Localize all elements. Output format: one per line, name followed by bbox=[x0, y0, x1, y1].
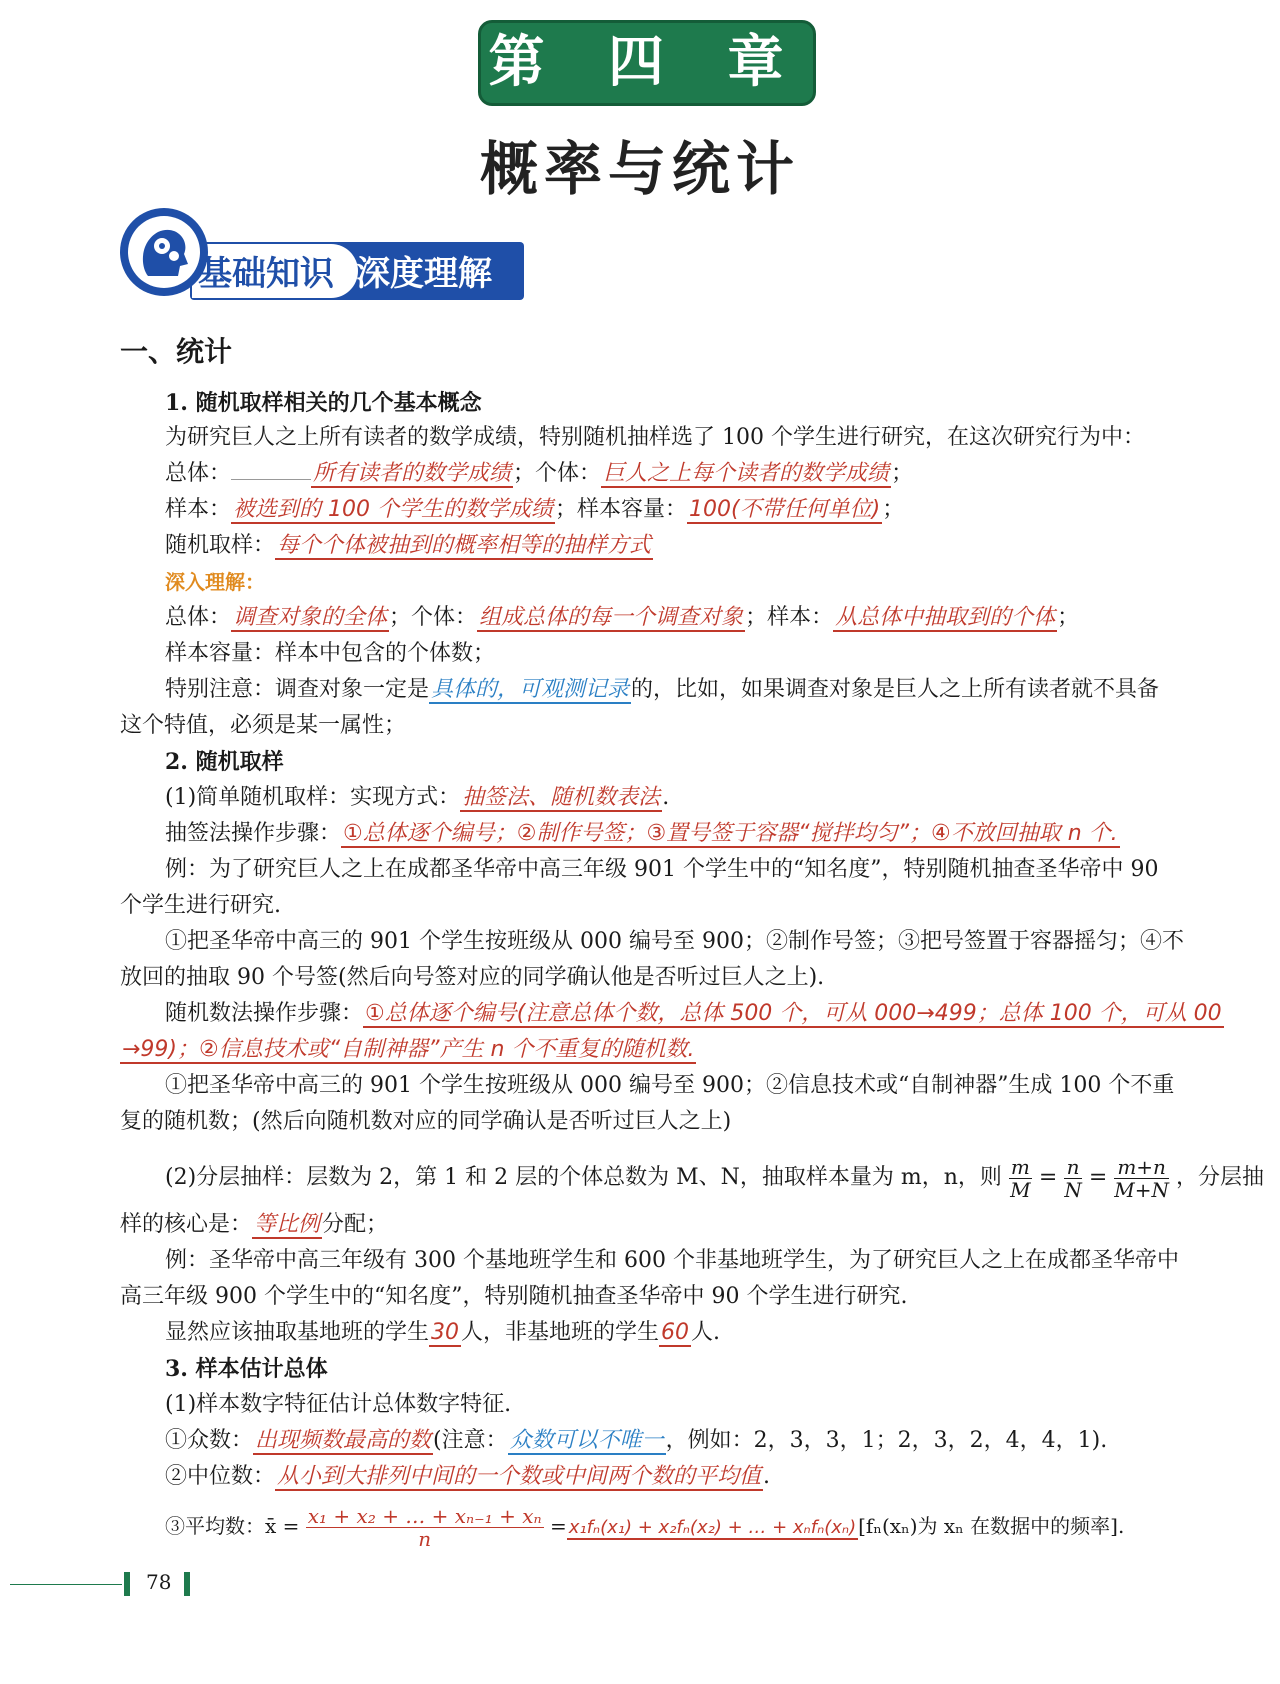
line-stratified-core: 样的核心是：等比例分配； bbox=[120, 1212, 389, 1237]
line-simple-sampling: (1)简单随机取样：实现方式：抽签法、随机数表法. bbox=[165, 785, 670, 810]
fraction-mean: $\frac{\text{x₁ + x₂ + … + xₙ₋₁ + xₙ}}{n}$ bbox=[307, 1504, 542, 1551]
heading-1: 1. 随机取样相关的几个基本概念 bbox=[165, 390, 482, 416]
fraction-m-over-M: $\frac{m}{M}$ bbox=[1010, 1154, 1031, 1202]
line-sample: 样本：被选到的 100 个学生的数学成绩；样本容量：100(不带任何单位)； bbox=[165, 497, 905, 522]
line-lottery-steps: 抽签法操作步骤：①总体逐个编号；②制作号签；③置号签于容器“搅拌均匀”；④不放回抽取 n 个. bbox=[165, 821, 1118, 846]
line-random: 随机取样：每个个体被抽到的概率相等的抽样方式 bbox=[165, 533, 652, 558]
line-note: 特别注意：调查对象一定是具体的，可观测记录的，比如，如果调查对象是巨人之上所有读者就不具备 bbox=[165, 677, 1160, 702]
line-example-5: 显然应该抽取基地班的学生30人，非基地班的学生60人. bbox=[165, 1320, 721, 1345]
line-example-4b: 高三年级 900 个学生中的“知名度”，特别随机抽查圣华帝中 90 个学生进行研究. bbox=[120, 1284, 908, 1309]
footer-mark-right bbox=[184, 1572, 190, 1596]
heading-3: 3. 样本估计总体 bbox=[165, 1356, 328, 1382]
line-mean: ③平均数：x̄ = $\frac{\text{x₁ + x₂ + … + xₙ₋₁ + xₙ}}{n}$ = x₁fₙ(x₁) + x₂fₙ(x₂) + … + xₙfₙ(xₙ) [fₙ(xₙ)为 xₙ 在数据中的频率]. bbox=[165, 1504, 1125, 1551]
line-example-3b: 复的随机数；(然后向随机数对应的同学确认是否听过巨人之上) bbox=[120, 1109, 732, 1134]
line-random-number-steps-cont: →99)；②信息技术或“自制神器”产生 n 个不重复的随机数. bbox=[122, 1037, 695, 1062]
page-number-area bbox=[0, 1570, 200, 1600]
line-note-cont: 这个特值，必须是某一属性； bbox=[120, 713, 407, 738]
line-example-3a: ①把圣华帝中高三的 901 个学生按班级从 000 编号至 900；②信息技术或“自制神器”生成 100 个不重 bbox=[165, 1073, 1175, 1098]
line-population: 总体： 所有读者的数学成绩；个体：巨人之上每个读者的数学成绩； bbox=[165, 461, 914, 486]
deep-label: 深入理解： bbox=[165, 570, 265, 594]
chapter-title: 概率与统计 bbox=[479, 135, 800, 203]
intro-line: 为研究巨人之上所有读者的数学成绩，特别随机抽样选了 100 个学生进行研究，在这次研究行为中： bbox=[165, 425, 1145, 450]
section-title: 一、统计 bbox=[120, 335, 233, 368]
line-example-2b: 放回的抽取 90 个号签(然后向号签对应的同学确认他是否听过巨人之上). bbox=[120, 965, 825, 990]
line-example-4a: 例：圣华帝中高三年级有 300 个基地班学生和 600 个非基地班学生，为了研究巨人之上在成都圣华帝中 bbox=[165, 1248, 1179, 1273]
line-deep-def: 总体：调查对象的全体；个体：组成总体的每一个调查对象；样本：从总体中抽取到的个体； bbox=[165, 605, 1080, 630]
footer-mark-left bbox=[124, 1572, 130, 1596]
footer-rule bbox=[10, 1584, 122, 1585]
line-mode: ①众数：出现频数最高的数(注意：众数可以不唯一，例如：2，3，3，1；2，3，2，4，4，1). bbox=[165, 1428, 1108, 1453]
line-numeric-features: (1)样本数字特征估计总体数字特征. bbox=[165, 1392, 512, 1417]
fraction-sum: $\frac{m+n}{M+N}$ bbox=[1114, 1154, 1170, 1202]
line-sample-size: 样本容量：样本中包含的个体数； bbox=[165, 641, 496, 666]
chapter-badge: 第 四 章 bbox=[478, 20, 816, 106]
line-example-1b: 个学生进行研究. bbox=[120, 893, 281, 918]
line-random-number-steps: 随机数法操作步骤：①总体逐个编号(注意总体个数，总体 500 个，可从 000→499；总体 100 个，可从 00 bbox=[165, 1001, 1222, 1026]
line-example-1a: 例：为了研究巨人之上在成都圣华帝中高三年级 901 个学生中的“知名度”，特别随机抽查圣华帝中 90 bbox=[165, 857, 1159, 882]
line-stratified: (2)分层抽样：层数为 2，第 1 和 2 层的个体总数为 M、N，抽取样本量为 m，n，则 $\frac{m}{M}$ = $\frac{n}{N}$ = $\frac{m+n}{M+N}$ ，分层抽 bbox=[165, 1154, 1265, 1202]
fraction-n-over-N: $\frac{n}{N}$ bbox=[1064, 1154, 1082, 1202]
banner-label-left: 基础知识 bbox=[198, 254, 334, 294]
banner-label-right: 深度理解 bbox=[356, 254, 492, 294]
heading-2: 2. 随机取样 bbox=[165, 749, 284, 775]
line-median: ②中位数：从小到大排列中间的一个数或中间两个数的平均值. bbox=[165, 1464, 771, 1489]
page-number: 78 bbox=[146, 1570, 172, 1594]
line-example-2a: ①把圣华帝中高三的 901 个学生按班级从 000 编号至 900；②制作号签；③把号签置于容器摇匀；④不 bbox=[165, 929, 1184, 954]
